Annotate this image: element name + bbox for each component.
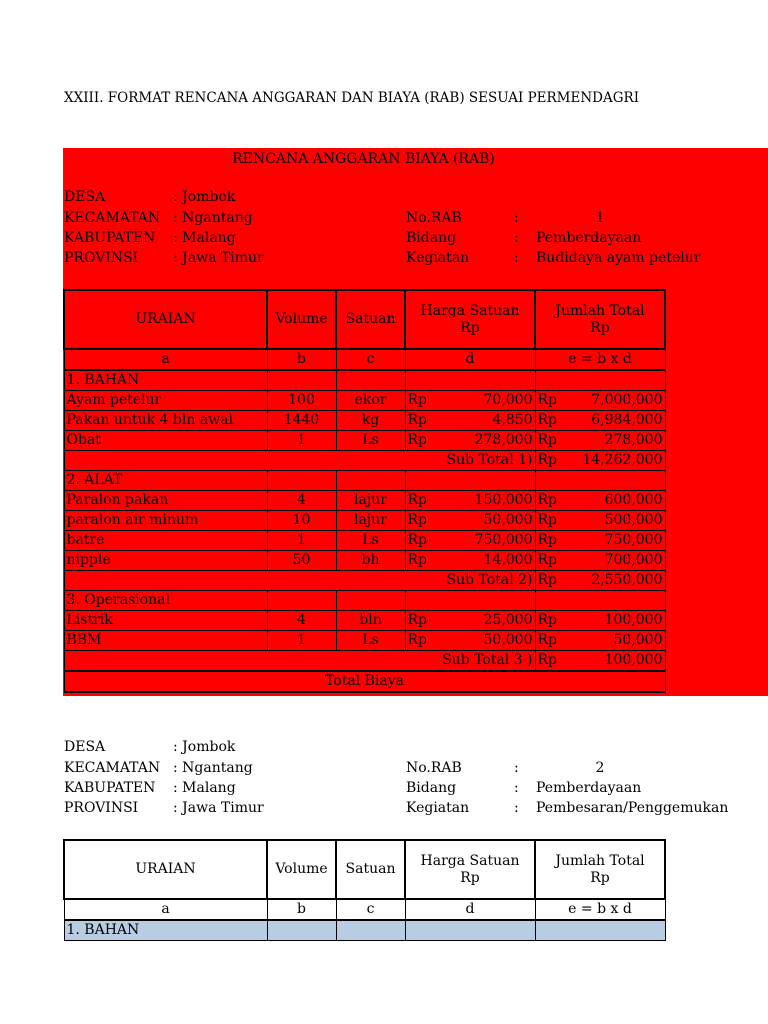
table-header-row <box>64 840 665 899</box>
section-row <box>64 920 665 941</box>
rab2-norab-sep: : <box>514 760 519 776</box>
table-row <box>64 531 665 551</box>
cell-harga <box>405 491 535 511</box>
rab1-kegiatan-sep: : <box>514 250 519 266</box>
cell-harga <box>405 511 535 531</box>
rab2-bidang-sep: : <box>514 780 519 796</box>
cell-volume: 10 <box>267 511 336 531</box>
cell-volume: 50 <box>267 551 336 571</box>
cell-jumlah-value: 700,000 <box>604 552 663 568</box>
rab1-bidang-sep: : <box>514 230 519 246</box>
rab1-desa-value: : Jombok <box>173 189 236 205</box>
col-letter-d: d <box>405 899 535 920</box>
header-jumlah-total: Jumlah Total Rp <box>535 840 665 899</box>
currency-label: Rp <box>537 652 558 668</box>
rab2-kecamatan-value: : Ngantang <box>173 760 253 776</box>
header-volume: Volume <box>267 840 336 899</box>
cell-harga-value: 50,000 <box>483 632 533 648</box>
rab1-desa-label: DESA <box>64 189 106 205</box>
subtotal-amount <box>535 571 665 591</box>
rab2-table <box>63 839 666 941</box>
col-letter-a: a <box>64 349 267 370</box>
cell-jumlah <box>535 511 665 531</box>
currency-label: Rp <box>537 412 558 428</box>
rab2-desa-value: : Jombok <box>173 739 236 755</box>
col-letter-a: a <box>64 899 267 920</box>
cell-harga-value: 278,000 <box>474 432 533 448</box>
rab2-desa-label: DESA <box>64 739 106 755</box>
cell-jumlah <box>535 631 665 651</box>
currency-label: Rp <box>407 512 428 528</box>
cell-harga <box>405 411 535 431</box>
currency-label: Rp <box>407 412 428 428</box>
cell-harga-value: 750,000 <box>474 532 533 548</box>
rab2-kabupaten-value: : Malang <box>173 780 236 796</box>
cell-harga-value: 70,000 <box>483 392 533 408</box>
currency-label: Rp <box>407 392 428 408</box>
rab2-kabupaten-label: KABUPATEN <box>64 780 156 796</box>
cell-uraian: paralon air minum <box>64 511 267 531</box>
cell-volume: 4 <box>267 611 336 631</box>
header-uraian: URAIAN <box>64 290 267 349</box>
section-title: 3. Operasional <box>64 591 267 611</box>
cell-volume: 4 <box>267 491 336 511</box>
currency-label: Rp <box>537 392 558 408</box>
cell-satuan: bh <box>336 551 405 571</box>
currency-label: Rp <box>537 432 558 448</box>
rab2-kegiatan-value: Pembesaran/Penggemukan <box>536 800 729 816</box>
section-title: 1. BAHAN <box>64 920 267 941</box>
cell-jumlah-value: 6,984,000 <box>591 412 663 428</box>
cell-harga <box>405 551 535 571</box>
table-row <box>64 631 665 651</box>
cell-harga <box>405 431 535 451</box>
section-title: 1. BAHAN <box>64 370 267 391</box>
cell-jumlah-value: 7,000,000 <box>591 392 663 408</box>
total-row <box>64 671 665 692</box>
subtotal-amount <box>535 451 665 471</box>
cell-uraian: batre <box>64 531 267 551</box>
cell-uraian: Listrik <box>64 611 267 631</box>
cell-uraian: Obat <box>64 431 267 451</box>
cell-jumlah-value: 100,000 <box>604 612 663 628</box>
subtotal-amount-value: 2,550,000 <box>591 572 663 588</box>
currency-label: Rp <box>407 632 428 648</box>
cell-uraian: Ayam petelur <box>64 391 267 411</box>
table-header-row <box>64 290 665 349</box>
subtotal-row <box>64 451 665 471</box>
rab1-bidang-label: Bidang <box>406 230 457 246</box>
rab1-kecamatan-value: : Ngantang <box>173 210 253 226</box>
currency-label: Rp <box>537 532 558 548</box>
cell-jumlah-value: 600,000 <box>604 492 663 508</box>
subtotal-row <box>64 651 665 672</box>
cell-jumlah <box>535 611 665 631</box>
cell-volume: 1 <box>267 531 336 551</box>
section-row <box>64 591 665 611</box>
subtotal-label: Sub Total 3 ) <box>64 651 535 672</box>
rab1-provinsi-value: : Jawa Timur <box>173 250 264 266</box>
rab1-table <box>63 289 666 693</box>
cell-uraian: Pakan untuk 4 bln awal <box>64 411 267 431</box>
header-harga-satuan: Harga Satuan Rp <box>405 840 535 899</box>
rab1-kabupaten-label: KABUPATEN <box>64 230 156 246</box>
col-letter-c: c <box>336 349 405 370</box>
table-row <box>64 411 665 431</box>
rab2-norab-label: No.RAB <box>406 760 462 776</box>
currency-label: Rp <box>407 432 428 448</box>
section-row <box>64 370 665 391</box>
cell-harga-value: 14,000 <box>483 552 533 568</box>
table-row <box>64 551 665 571</box>
subtotal-label: Sub Total 2) <box>64 571 535 591</box>
cell-volume: 1 <box>267 431 336 451</box>
cell-satuan: ekor <box>336 391 405 411</box>
currency-label: Rp <box>537 612 558 628</box>
cell-satuan: Ls <box>336 631 405 651</box>
subtotal-label: Sub Total 1) <box>64 451 535 471</box>
currency-label: Rp <box>537 552 558 568</box>
cell-jumlah-value: 50,000 <box>613 632 663 648</box>
rab1-norab-value: 1 <box>595 210 605 226</box>
cell-uraian: BBM <box>64 631 267 651</box>
cell-jumlah <box>535 431 665 451</box>
cell-satuan: kg <box>336 411 405 431</box>
cell-jumlah-value: 750,000 <box>604 532 663 548</box>
currency-label: Rp <box>407 612 428 628</box>
rab2-provinsi-value: : Jawa Timur <box>173 800 264 816</box>
subtotal-amount <box>535 651 665 672</box>
rab2-bidang-value: Pemberdayaan <box>536 780 642 796</box>
column-letter-row <box>64 899 665 920</box>
section-title: 2. ALAT <box>64 471 267 491</box>
rab1-norab-sep: : <box>514 210 519 226</box>
cell-uraian: Paralon pakan <box>64 491 267 511</box>
cell-uraian: nipple <box>64 551 267 571</box>
col-letter-d: d <box>405 349 535 370</box>
cell-harga <box>405 391 535 411</box>
currency-label: Rp <box>537 492 558 508</box>
cell-satuan: Ls <box>336 531 405 551</box>
cell-jumlah-value: 500,000 <box>604 512 663 528</box>
rab1-bidang-value: Pemberdayaan <box>536 230 642 246</box>
rab1-norab-label: No.RAB <box>406 210 462 226</box>
currency-label: Rp <box>407 492 428 508</box>
rab2-kegiatan-sep: : <box>514 800 519 816</box>
table-row <box>64 391 665 411</box>
col-letter-c: c <box>336 899 405 920</box>
rab1-provinsi-label: PROVINSI <box>64 250 139 266</box>
cell-satuan: lajur <box>336 491 405 511</box>
currency-label: Rp <box>537 452 558 468</box>
cell-volume: 1440 <box>267 411 336 431</box>
currency-label: Rp <box>537 632 558 648</box>
header-uraian: URAIAN <box>64 840 267 899</box>
cell-harga <box>405 531 535 551</box>
cell-volume: 100 <box>267 391 336 411</box>
rab1-heading: RENCANA ANGGARAN BIAYA (RAB) <box>232 151 495 167</box>
total-label: Total Biaya <box>64 671 665 692</box>
table-row <box>64 491 665 511</box>
subtotal-row <box>64 571 665 591</box>
cell-harga-value: 4,850 <box>492 412 533 428</box>
table-row <box>64 611 665 631</box>
rab2-kegiatan-label: Kegiatan <box>406 800 470 816</box>
rab1-kabupaten-value: : Malang <box>173 230 236 246</box>
cell-volume: 1 <box>267 631 336 651</box>
cell-jumlah <box>535 531 665 551</box>
header-jumlah-total: Jumlah Total Rp <box>535 290 665 349</box>
col-letter-e: e = b x d <box>535 899 665 920</box>
cell-jumlah <box>535 411 665 431</box>
section-row <box>64 471 665 491</box>
cell-jumlah <box>535 391 665 411</box>
currency-label: Rp <box>407 532 428 548</box>
rab1-kecamatan-label: KECAMATAN <box>64 210 161 226</box>
table-row <box>64 511 665 531</box>
col-letter-b: b <box>267 349 336 370</box>
cell-harga-value: 50,000 <box>483 512 533 528</box>
rab2-bidang-label: Bidang <box>406 780 457 796</box>
cell-satuan: Ls <box>336 431 405 451</box>
rab2-provinsi-label: PROVINSI <box>64 800 139 816</box>
cell-satuan: bln <box>336 611 405 631</box>
currency-label: Rp <box>537 572 558 588</box>
col-letter-e: e = b x d <box>535 349 665 370</box>
cell-harga-value: 150,000 <box>474 492 533 508</box>
subtotal-amount-value: 100,000 <box>604 652 663 668</box>
rab2-kecamatan-label: KECAMATAN <box>64 760 161 776</box>
header-satuan: Satuan <box>336 290 405 349</box>
cell-jumlah <box>535 551 665 571</box>
cell-harga <box>405 631 535 651</box>
header-volume: Volume <box>267 290 336 349</box>
header-satuan: Satuan <box>336 840 405 899</box>
cell-jumlah-value: 278,000 <box>604 432 663 448</box>
rab1-kegiatan-label: Kegiatan <box>406 250 470 266</box>
column-letter-row <box>64 349 665 370</box>
header-harga-satuan: Harga Satuan Rp <box>405 290 535 349</box>
subtotal-amount-value: 14,262,000 <box>582 452 663 468</box>
col-letter-b: b <box>267 899 336 920</box>
rab2-norab-value: 2 <box>595 760 605 776</box>
currency-label: Rp <box>537 512 558 528</box>
table-row <box>64 431 665 451</box>
cell-harga-value: 25,000 <box>483 612 533 628</box>
cell-satuan: lajur <box>336 511 405 531</box>
cell-jumlah <box>535 491 665 511</box>
document-title: XXIII. FORMAT RENCANA ANGGARAN DAN BIAYA (RAB) SESUAI PERMENDAGRI <box>64 90 640 106</box>
currency-label: Rp <box>407 552 428 568</box>
cell-harga <box>405 611 535 631</box>
rab1-kegiatan-value: Budidaya ayam petelur <box>536 250 701 266</box>
